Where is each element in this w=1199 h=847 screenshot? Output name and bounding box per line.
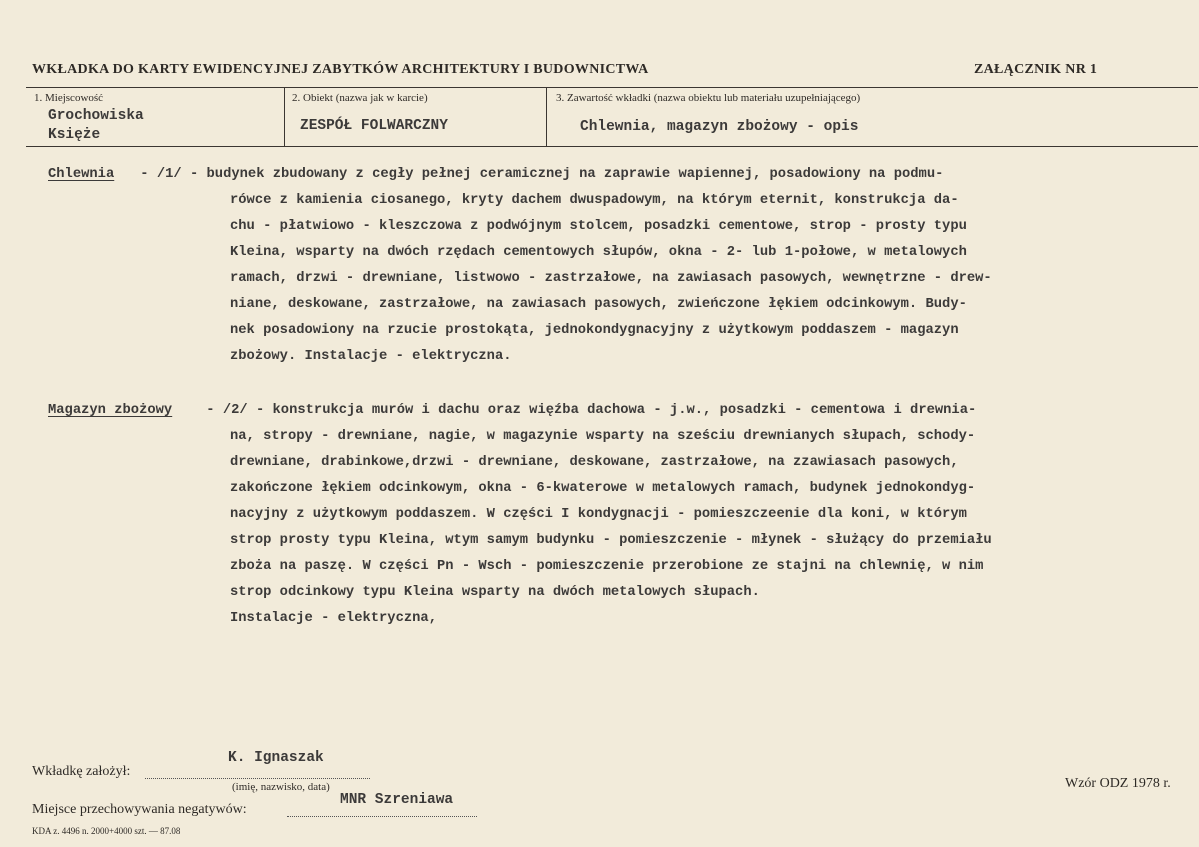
section2-line: - /2/ - konstrukcja murów i dachu oraz więźba dachowa - j.w., posadzki - cementowa i drewnia- [198,403,977,418]
negatives-line [287,816,477,817]
section1-line: nek posadowiony na rzucie prostokąta, jednokondygnacyjny z użytkowym poddaszem - magazyn [230,323,959,338]
form-title: WKŁADKA DO KARTY EWIDENCYJNEJ ZABYTKÓW ARCHITEKTURY I BUDOWNICTWA [32,62,649,77]
negatives-value: MNR Szreniawa [340,792,454,808]
section2-line: strop odcinkowy typu Kleina wsparty na dwóch metalowych słupach. [230,585,760,600]
content-value: Chlewnia, magazyn zbożowy - opis [580,119,859,135]
section1-line: - /1/ - budynek zbudowany z cegły pełnej ceramicznej na zaprawie wapiennej, posadowiony na podmu- [132,167,944,182]
field-divider-1 [284,88,285,146]
section1-line: chu - płatwiowo - kleszczowa z podwójnym stolcem, posadzki cementowe, strop - prosty typu [230,219,967,234]
section1-line: rówce z kamienia ciosanego, kryty dachem dwuspadowym, na którym eternit, konstrukcja da- [230,193,959,208]
section2-heading: Magazyn zbożowy [48,403,173,418]
section2-line: zboża na paszę. W części Pn - Wsch - pomieszczenie przerobione ze stajni na chlewnię, w nim [230,559,984,574]
negatives-label: Miejsce przechowywania negatywów: [32,802,247,817]
author-value: K. Ignaszak [228,750,324,766]
template-note: Wzór ODZ 1978 r. [1065,776,1171,791]
header-rule-bottom [26,146,1198,147]
content-label: 3. Zawartość wkładki (nazwa obiektu lub materiału uzupełniającego) [556,92,861,104]
section2-line: nacyjny z użytkowym poddaszem. W części I kondygnacji - pomieszczeenie dla koni, w którym [230,507,967,522]
section1-line: zbożowy. Instalacje - elektryczna. [230,349,512,364]
section1-line: Kleina, wsparty na dwóch rzędach cementowych słupów, okna - 2- lub 1-połowe, w metalowych [230,245,967,260]
section1-heading: Chlewnia [48,167,115,182]
author-line [145,778,370,779]
place-value-line2: Księże [48,127,101,143]
section2-line: na, stropy - drewniane, nagie, w magazynie wsparty na sześciu drewnianych słupach, schody- [230,429,976,444]
print-note: KDA z. 4496 n. 2000+4000 szt. — 87.08 [32,826,181,836]
annex-number: ZAŁĄCZNIK NR 1 [974,62,1098,77]
section1-line: niane, deskowane, zastrzałowe, na zawiasach pasowych, zwieńczone łękiem odcinkowym. Budy- [230,297,967,312]
place-label: 1. Miejscowość [34,92,104,104]
section1-line: ramach, drzwi - drewniane, listwowo - zastrzałowe, na zawiasach pasowych, wewnętrzne - drew- [230,271,992,286]
field-divider-2 [546,88,547,146]
place-value-line1: Grochowiska [48,108,144,124]
section2-line: drewniane, drabinkowe,drzwi - drewniane, deskowane, zastrzałowe, na zzawiasach pasowych, [230,455,959,470]
section2-line: zakończone łękiem odcinkowym, okna - 6-kwaterowe w metalowych ramach, budynek jednokondyg- [230,481,976,496]
section2-line: Instalacje - elektryczna, [230,611,437,626]
object-label: 2. Obiekt (nazwa jak w karcie) [292,92,428,104]
header-rule-top [26,87,1198,88]
author-label: Wkładkę założył: [32,764,131,779]
author-hint: (imię, nazwisko, data) [232,781,330,793]
object-value: ZESPÓŁ FOLWARCZNY [300,118,448,134]
section2-line: strop prosty typu Kleina, wtym samym budynku - pomieszczenie - młynek - służący do przemiału [230,533,992,548]
